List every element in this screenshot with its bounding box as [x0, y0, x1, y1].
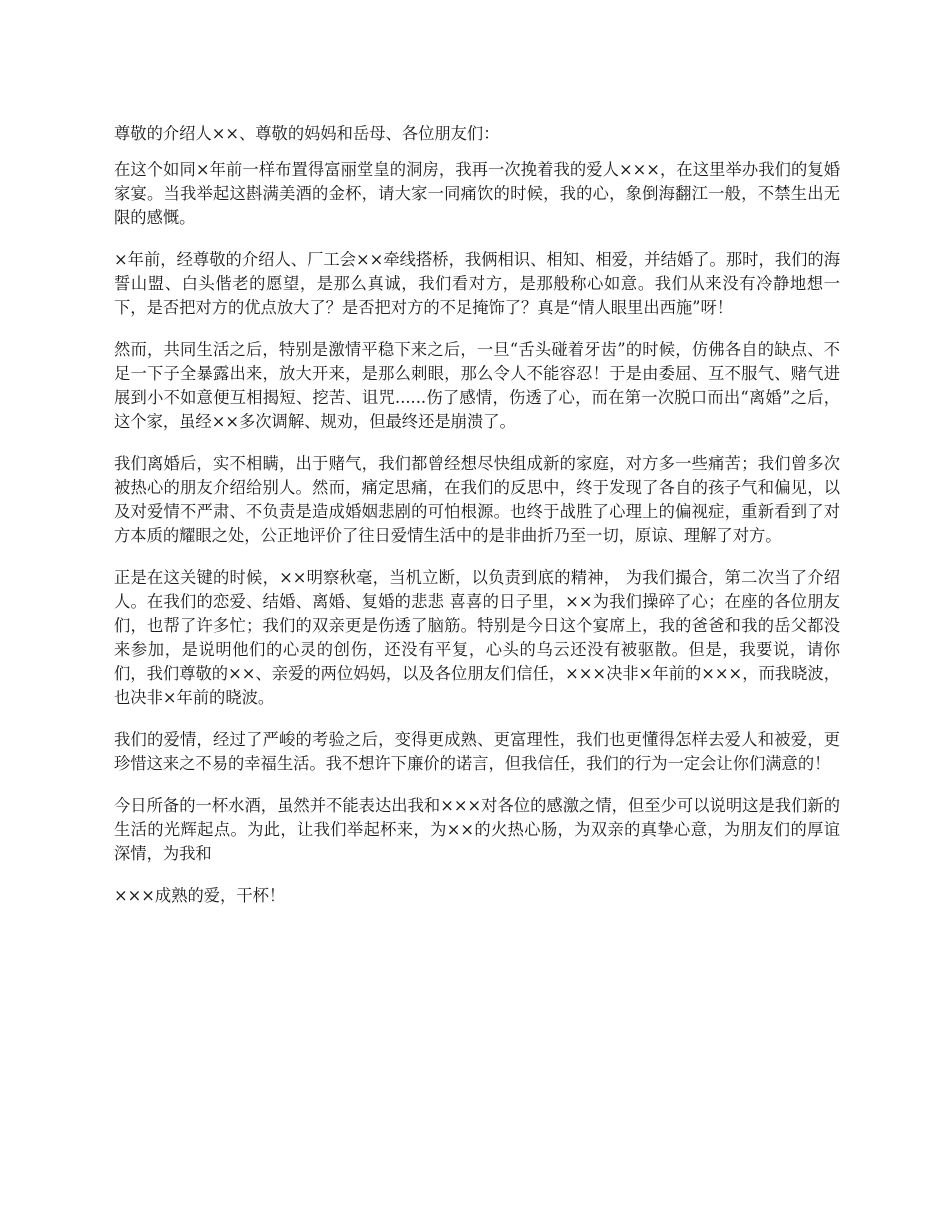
paragraph-6: 我们的爱情，经过了严峻的考验之后，变得更成熟、更富理性，我们也更懂得怎样去爱人和被爱，更珍惜这来之不易的幸福生活。我不想许下廉价的诺言，但我信任，我们的行为一定会让你们满意的！ — [114, 730, 840, 773]
paragraph-1: 在这个如同×年前一样布置得富丽堂皇的洞房，我再一次挽着我的爱人×××，在这里举办我们的复婚家宴。当我举起这斟满美酒的金杯，请大家一同痛饮的时候，我的心，象倒海翻江一般，不禁生出无限的感慨。 — [114, 160, 840, 227]
paragraph-2: ×年前，经尊敬的介绍人、厂工会××牵线搭桥，我俩相识、相知、相爱，并结婚了。那时，我们的海誓山盟、白头偕老的愿望，是那么真诚，我们看对方，是那般称心如意。我们从来没有冷静地想一下，是否把对方的优点放大了？是否把对方的不足掩饰了？真是“情人眼里出西施”呀！ — [114, 250, 840, 317]
paragraph-3: 然而，共同生活之后，特别是激情平稳下来之后，一旦“舌头碰着牙齿”的时候，仿佛各自的缺点、不足一下子全暴露出来，放大开来，是那么刺眼，那么令人不能容忍！于是由委屈、互不服气、赌气进展到小不如意便互相揭短、挖苦、诅咒......伤了感情，伤透了心，而在第一次脱口而出“离婚”之后，这个家，虽经××多次调解、规劝，但最终还是崩溃了。 — [114, 340, 840, 431]
paragraph-4: 我们离婚后，实不相瞒，出于赌气，我们都曾经想尽快组成新的家庭，对方多一些痛苦；我们曾多次被热心的朋友介绍给别人。然而，痛定思痛，在我们的反思中，终于发现了各自的孩子气和偏见，以及对爱情不严肃、不负责是造成婚姻悲剧的可怕根源。也终于战胜了心理上的偏视症，重新看到了对方本质的耀眼之处，公正地评价了往日爱情生活中的是非曲折乃至一切，原谅、理解了对方。 — [114, 454, 840, 545]
paragraph-7: 今日所备的一杯水酒，虽然并不能表达出我和×××对各位的感激之情，但至少可以说明这是我们新的生活的光辉起点。为此，让我们举起杯来，为××的火热心肠，为双亲的真挚心意，为朋友们的厚谊深情，为我和 — [114, 796, 840, 863]
closing-toast: ×××成熟的爱，干杯！ — [114, 886, 286, 905]
paragraph-5: 正是在这关键的时候，××明察秋毫，当机立断，以负责到底的精神， 为我们撮合，第二次当了介绍人。在我们的恋爱、结婚、离婚、复婚的悲悲 喜喜的日子里，××为我们操碎了心；在座的各位朋友们，也帮了许多忙；我们的双亲更是伤透了脑筋。特别是今日这个宴席上，我的爸爸和我的岳父都没来参加，是说明他们的心灵的创伤，还没有平复，心头的乌云还没有被驱散。但是，我要说，请你们，我们尊敬的××、亲爱的两位妈妈，以及各位朋友们信任，×××决非×年前的×××，而我晓波，也决非×年前的晓波。 — [114, 568, 840, 707]
salutation: 尊敬的介绍人××、尊敬的妈妈和岳母、各位朋友们： — [114, 124, 500, 143]
